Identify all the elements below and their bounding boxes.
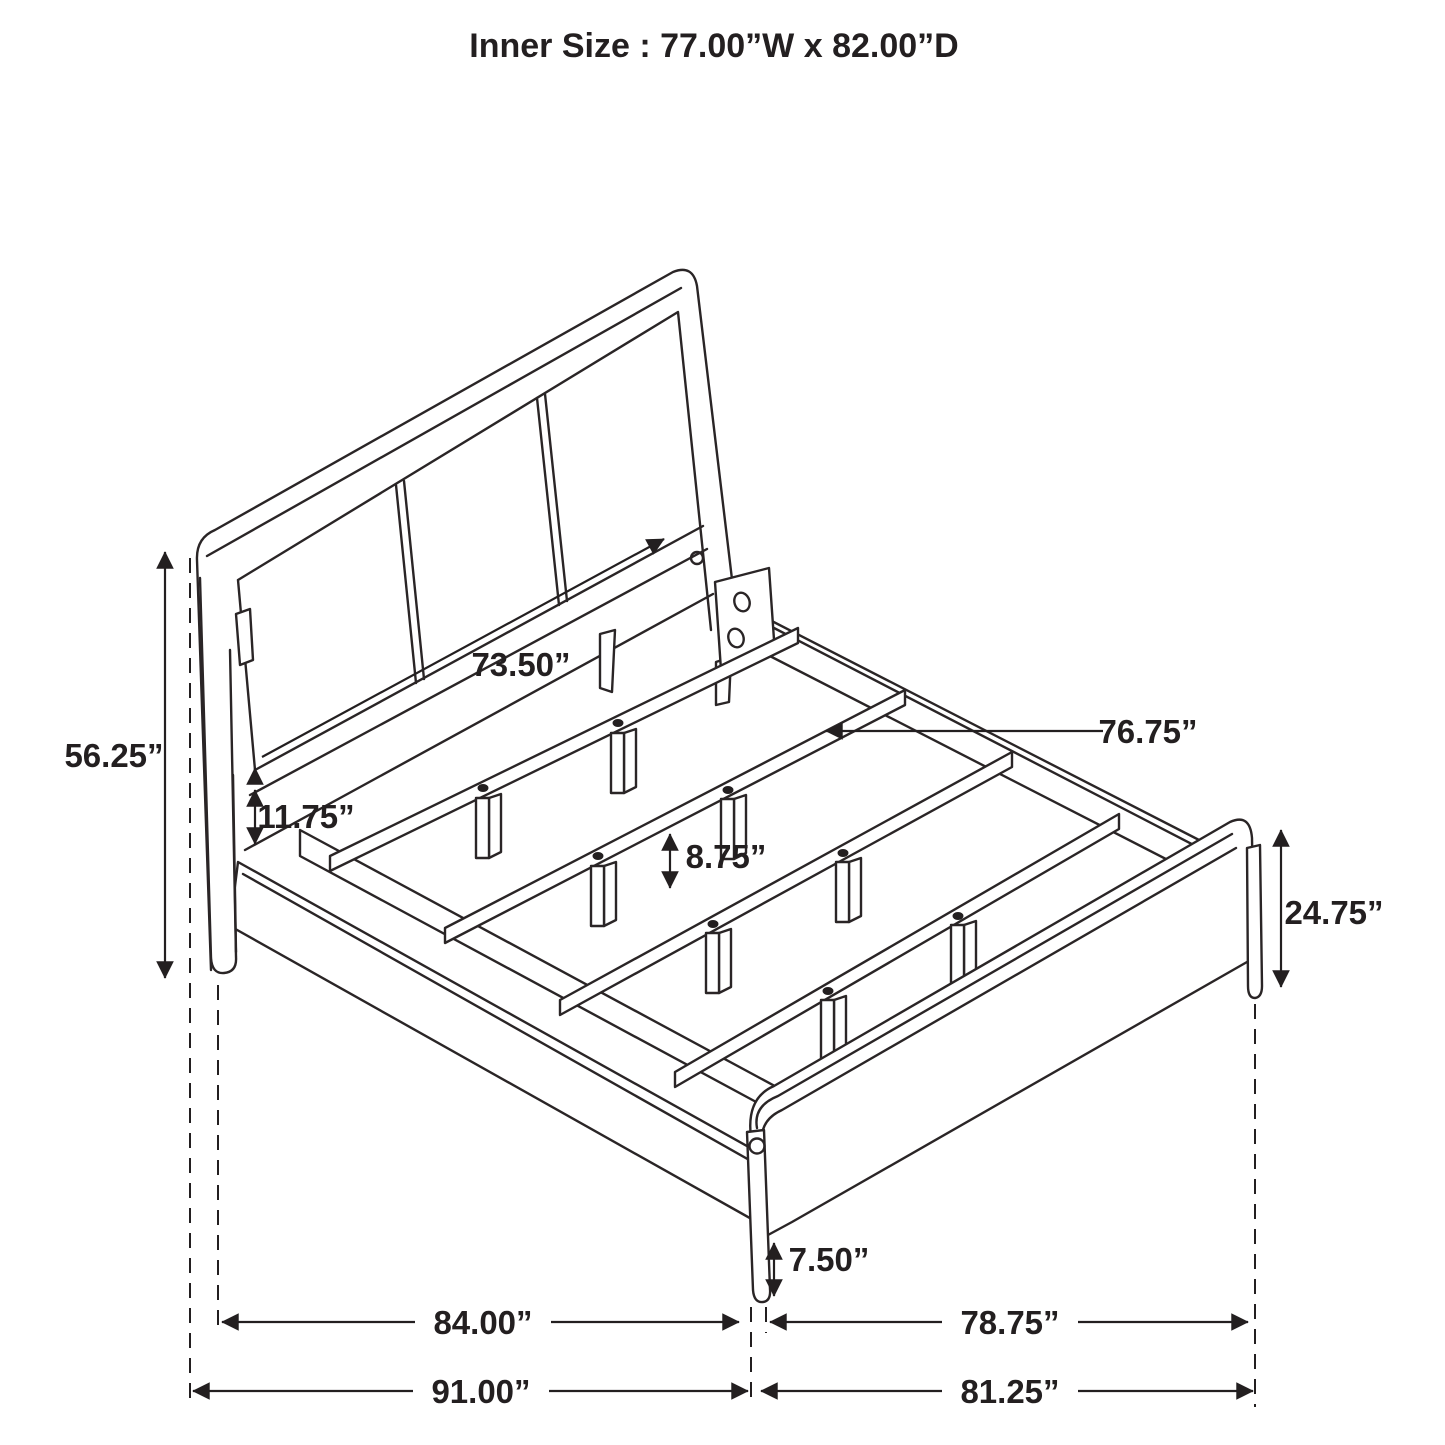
dim-label-overall-length: 91.00” [431, 1373, 531, 1410]
dim-headboard-height [64, 552, 165, 978]
rail-hanger [236, 609, 253, 665]
dim-label-footboard-height: 24.75” [1284, 894, 1384, 931]
diagram-title: Inner Size : 77.00”W x 82.00”D [469, 27, 959, 65]
bed-isometric-drawing [197, 270, 1262, 1302]
slat-leg [821, 1000, 834, 1060]
dim-slat-leg-height [670, 834, 766, 888]
dim-label-headboard-height: 56.25” [64, 737, 164, 774]
dim-overall-length [193, 1373, 748, 1410]
slat-leg [706, 933, 719, 993]
footboard-right-leg [1247, 845, 1262, 998]
dim-label-overall-span: 81.25” [960, 1373, 1060, 1410]
dim-frame-length [222, 1304, 739, 1341]
headboard-center-leg [600, 630, 615, 692]
dim-footboard-span [770, 1304, 1248, 1341]
dim-footboard-leg-height [774, 1241, 869, 1296]
slat-leg [611, 733, 624, 793]
dim-label-frame-length: 84.00” [433, 1304, 533, 1341]
slat-leg [836, 862, 849, 922]
slat-leg [591, 866, 604, 926]
dim-label-slat-length: 76.75” [1098, 713, 1198, 750]
dim-label-slat-leg-height: 8.75” [685, 838, 767, 875]
dim-label-footboard-leg-height: 7.50” [788, 1241, 870, 1278]
dim-label-headboard-width: 73.50” [471, 646, 571, 683]
dim-label-rail-height: 11.75” [257, 798, 355, 835]
dim-overall-span [761, 1373, 1253, 1410]
dim-footboard-height [1281, 830, 1384, 987]
dim-label-footboard-span: 78.75” [960, 1304, 1060, 1341]
slat-leg [476, 798, 489, 858]
